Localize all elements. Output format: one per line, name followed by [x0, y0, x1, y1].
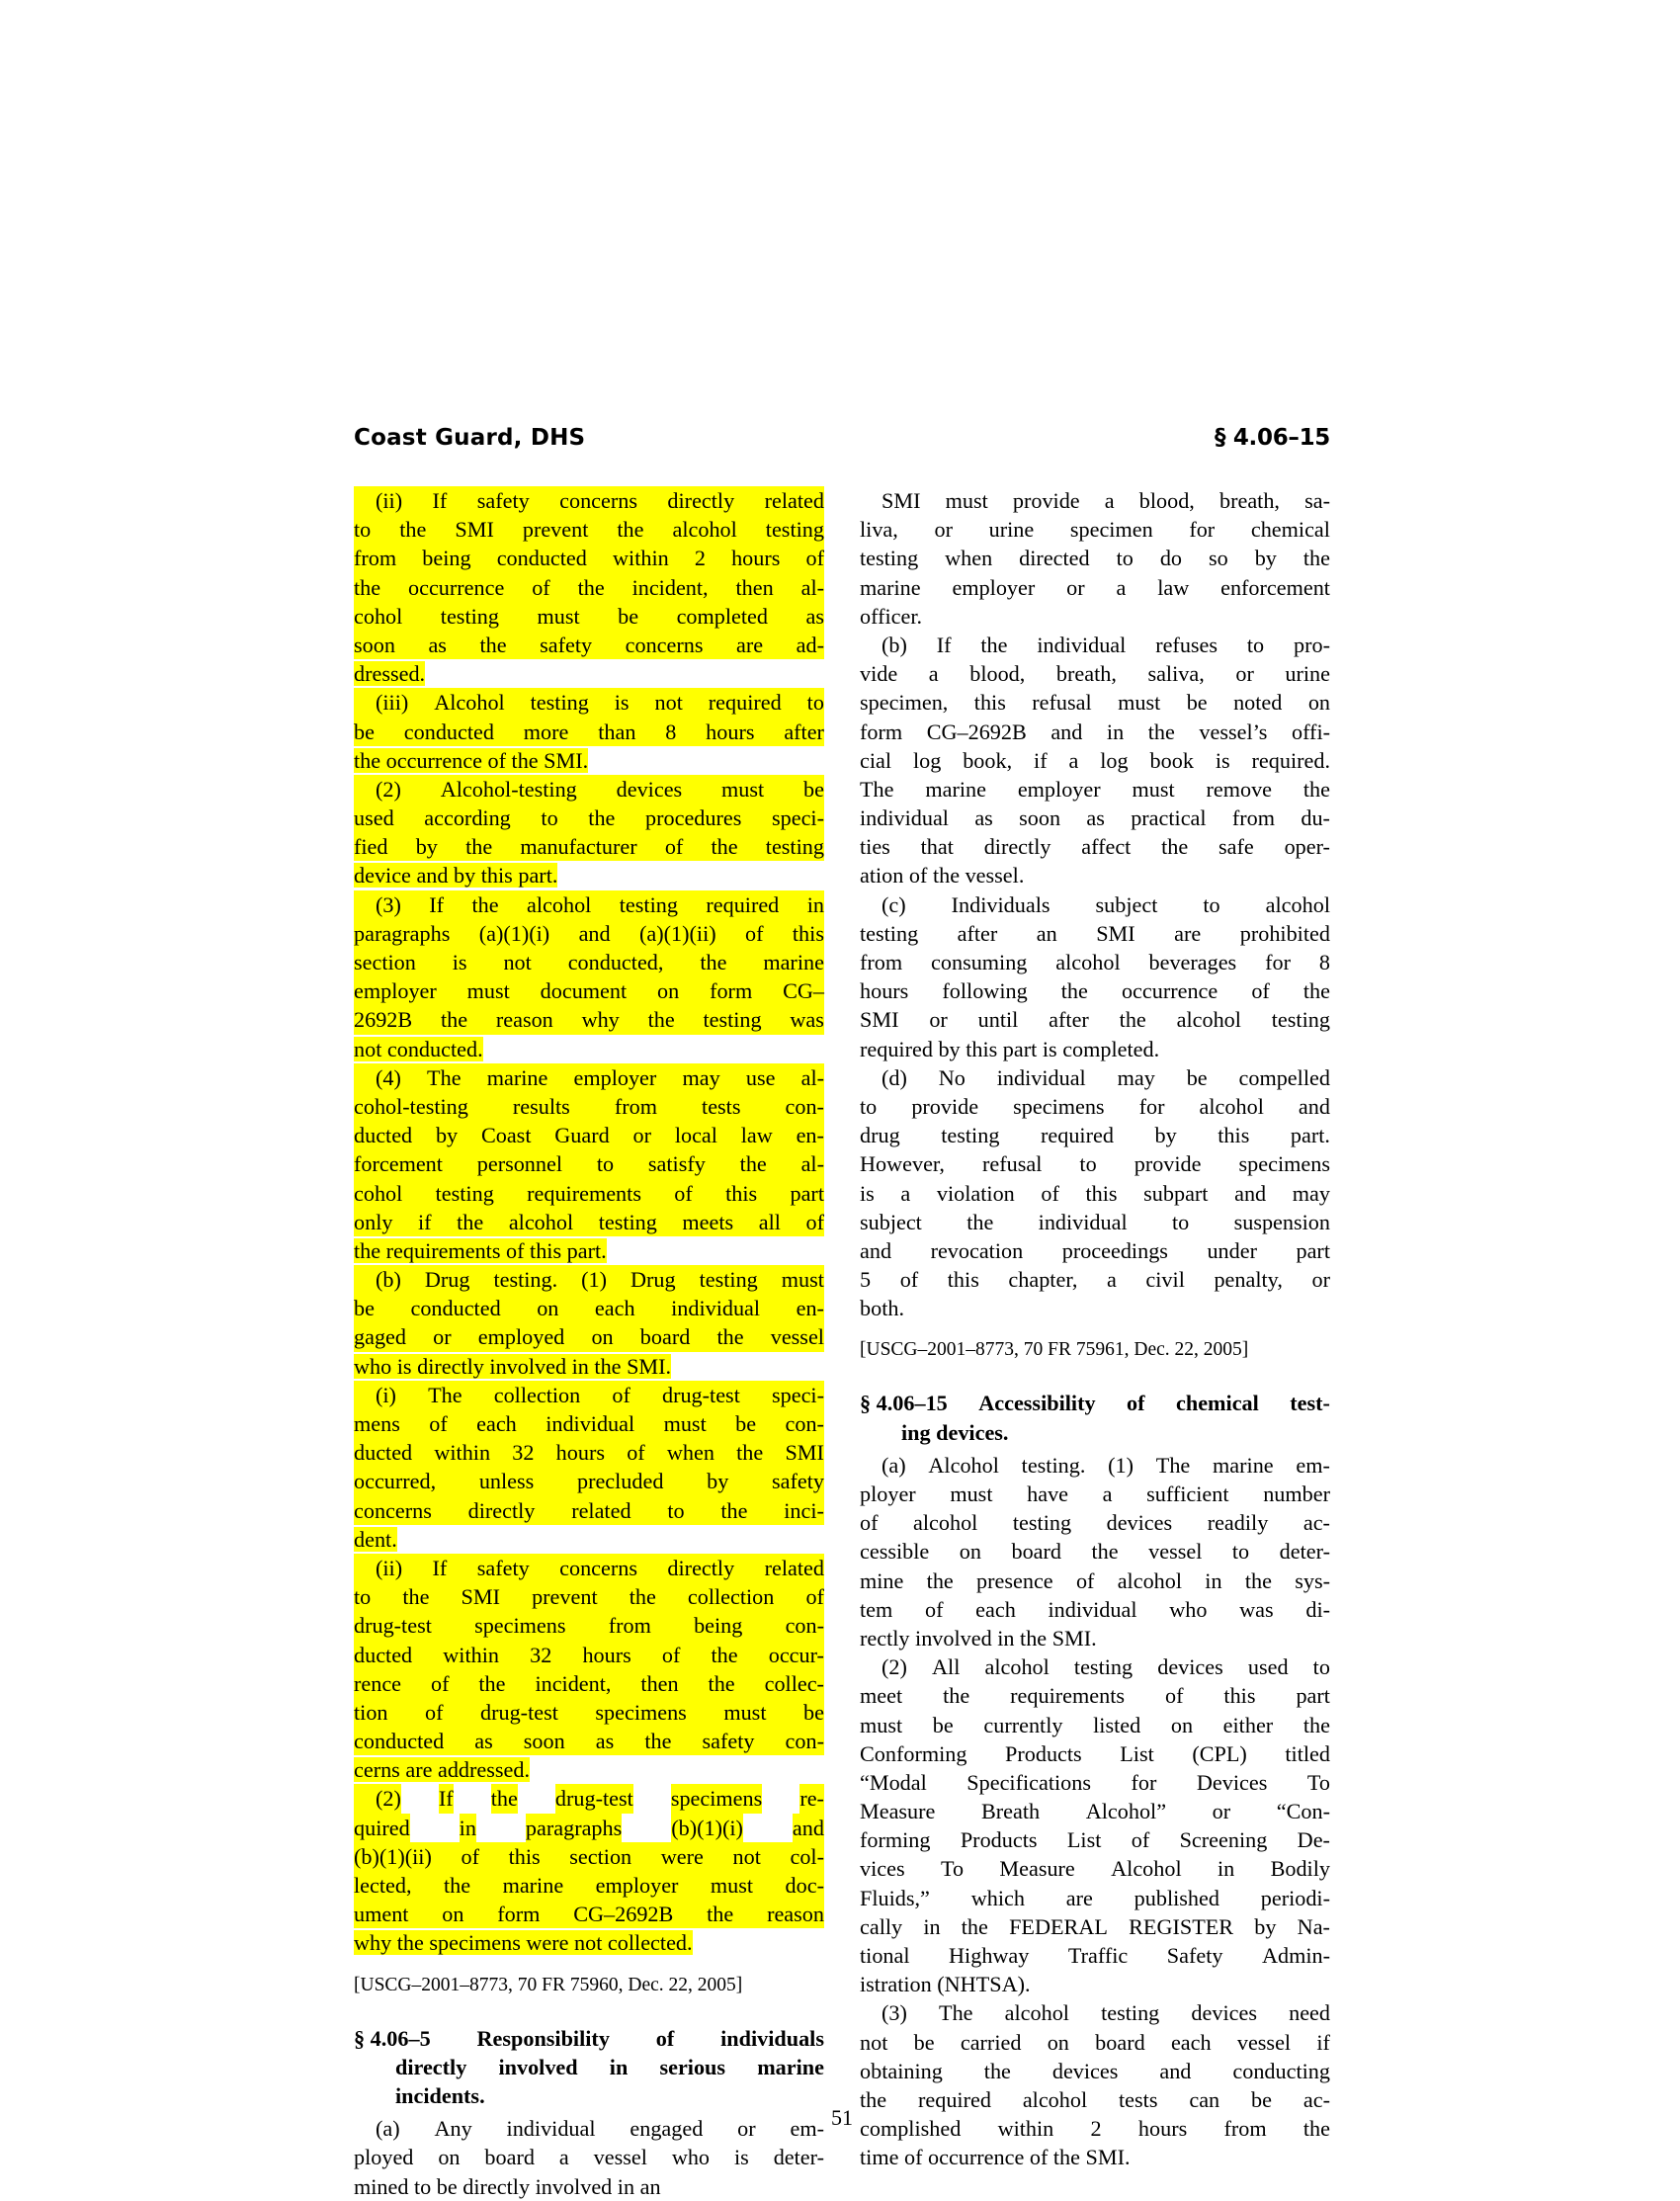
text-line: Conforming Products List (CPL) titled: [860, 1740, 1330, 1766]
text-line: the occurrence of the incident, then al-: [354, 573, 824, 602]
text-line: the requirements of this part.: [354, 1237, 607, 1263]
text-line: (a) Alcohol testing. (1) The marine em-: [882, 1452, 1330, 1478]
text-line: (2) All alcohol testing devices used to: [882, 1654, 1330, 1680]
paragraph: [860, 1063, 1330, 1323]
text-line: only if the alcohol testing meets all of: [354, 1208, 824, 1236]
text-line: who is directly involved in the SMI.: [354, 1353, 672, 1379]
text-line: (d) No individual may be compelled: [882, 1064, 1330, 1090]
text-line: SMI or until after the alcohol testing: [860, 1007, 1330, 1033]
paragraph: [860, 890, 1330, 1063]
text-line: (ii) If safety concerns directly related: [354, 486, 824, 515]
text-line: (iii) Alcohol testing is not required to: [354, 688, 824, 717]
text-line: tem of each individual who was di-: [860, 1596, 1330, 1622]
paragraph: [354, 1784, 824, 1957]
text-line: be conducted on each individual en-: [354, 1294, 824, 1322]
text-line: ployed on board a vessel who is deter-: [354, 2145, 824, 2170]
text-line: SMI must provide a blood, breath, sa-: [882, 488, 1330, 513]
section-number: § 4.06–5: [354, 2025, 431, 2051]
text-line: (c) Individuals subject to alcohol: [882, 891, 1330, 917]
text-line: time of occurrence of the SMI.: [860, 2145, 1131, 2170]
text-line: ployer must have a sufficient number: [860, 1481, 1330, 1507]
text-line: ducted within 32 hours of the occur-: [354, 1641, 824, 1669]
section-heading-line: § 4.06–15 Accessibility of chemical test-: [860, 1389, 1330, 1417]
section-heading: [354, 2024, 824, 2111]
paragraph: [860, 1451, 1330, 1652]
text-line: (b) Drug testing. (1) Drug testing must: [354, 1265, 824, 1294]
text-line: section is not conducted, the marine: [354, 948, 824, 976]
text-line: (ii) If safety concerns directly related: [354, 1554, 824, 1582]
text-line: (b)(1)(ii) of this section were not col-: [354, 1842, 824, 1871]
text-line: employer must document on form CG–: [354, 976, 824, 1005]
right-column: [860, 486, 1330, 2172]
text-line: form CG–2692B and in the vessel’s offi-: [860, 719, 1330, 744]
text-line: obtaining the devices and conducting: [860, 2058, 1330, 2083]
text-line: testing after an SMI are prohibited: [860, 920, 1330, 946]
text-line: istration (NHTSA).: [860, 1972, 1031, 1997]
running-head: [354, 425, 1330, 451]
text-line: paragraphs (a)(1)(i) and (a)(1)(ii) of this: [354, 919, 824, 948]
text-line: (b) If the individual refuses to pro-: [882, 632, 1330, 657]
text-line: tion of drug-test specimens must be: [354, 1698, 824, 1727]
text-line: specimen, this refusal must be noted on: [860, 690, 1330, 716]
text-line: (i) The collection of drug-test speci-: [354, 1381, 824, 1409]
text-line: Fluids,” which are published periodi-: [860, 1885, 1330, 1910]
text-line: cohol testing must be completed as: [354, 602, 824, 631]
paragraph: [860, 486, 1330, 631]
text-line: be conducted more than 8 hours after: [354, 718, 824, 746]
paragraph: [354, 775, 824, 890]
paragraph: [354, 486, 824, 688]
text-line: vices To Measure Alcohol in Bodily: [860, 1856, 1330, 1882]
section-heading-line: ing devices.: [901, 1419, 1009, 1445]
text-line: to the SMI prevent the alcohol testing: [354, 515, 824, 544]
paragraph: [860, 1652, 1330, 1998]
text-line: cohol-testing results from tests con-: [354, 1092, 824, 1121]
text-line: forcement personnel to satisfy the al-: [354, 1149, 824, 1178]
text-line: subject the individual to suspension: [860, 1209, 1330, 1234]
text-line: fied by the manufacturer of the testing: [354, 832, 824, 861]
text-line: and revocation proceedings under part: [860, 1237, 1330, 1263]
paragraph: [354, 1554, 824, 1785]
section-heading: [860, 1389, 1330, 1446]
text-line: is a violation of this subpart and may: [860, 1180, 1330, 1206]
text-line: mine the presence of alcohol in the sys-: [860, 1567, 1330, 1593]
text-line: not be carried on board each vessel if: [860, 2029, 1330, 2055]
page: [354, 425, 1330, 2199]
running-head-left: Coast Guard, DHS: [354, 425, 586, 451]
text-line: gaged or employed on board the vessel: [354, 1322, 824, 1351]
text-line: drug-test specimens from being con-: [354, 1611, 824, 1640]
text-line: required by this part is completed.: [860, 1036, 1160, 1061]
source-citation: [USCG–2001–8773, 70 FR 75960, Dec. 22, 2005]: [354, 1974, 743, 1995]
text-line: used according to the procedures speci-: [354, 804, 824, 832]
paragraph: [860, 1998, 1330, 2171]
section-heading-line: § 4.06–5 Responsibility of individuals: [354, 2024, 824, 2053]
text-line: concerns directly related to the inci-: [354, 1496, 824, 1525]
text-line: meet the requirements of this part: [860, 1683, 1330, 1709]
text-line: Measure Breath Alcohol” or “Con-: [860, 1799, 1330, 1824]
text-line: from consuming alcohol beverages for 8: [860, 950, 1330, 974]
text-line: device and by this part.: [354, 863, 558, 889]
text-line: vide a blood, breath, saliva, or urine: [860, 661, 1330, 687]
text-line: ducted by Coast Guard or local law en-: [354, 1121, 824, 1149]
paragraph: [354, 1381, 824, 1554]
paragraph: [354, 688, 824, 775]
text-line: officer.: [860, 603, 923, 629]
paragraph: [860, 631, 1330, 890]
text-line: to the SMI prevent the collection of: [354, 1582, 824, 1611]
section-heading-line: incidents.: [395, 2082, 485, 2108]
text-line: lected, the marine employer must doc-: [354, 1871, 824, 1900]
text-line: rence of the incident, then the collec-: [354, 1669, 824, 1698]
text-line: (2) Alcohol-testing devices must be: [354, 775, 824, 804]
text-line: quired in paragraphs (b)(1)(i) and: [354, 1814, 824, 1842]
text-line: the required alcohol tests can be ac-: [860, 2086, 1330, 2112]
text-line: ument on form CG–2692B the reason: [354, 1900, 824, 1928]
text-line: cohol testing requirements of this part: [354, 1179, 824, 1208]
text-line: from being conducted within 2 hours of: [354, 544, 824, 572]
text-line: (3) The alcohol testing devices need: [882, 2000, 1330, 2026]
text-line: conducted as soon as the safety con-: [354, 1727, 824, 1755]
text-line: both.: [860, 1296, 904, 1321]
text-line: tional Highway Traffic Safety Admin-: [860, 1943, 1330, 1969]
text-line: why the specimens were not collected.: [354, 1930, 693, 1956]
running-head-right: § 4.06–15: [1214, 425, 1330, 451]
text-line: 5 of this chapter, a civil penalty, or: [860, 1267, 1330, 1293]
text-line: complished within 2 hours from the: [860, 2116, 1330, 2142]
text-line: mens of each individual must be con-: [354, 1409, 824, 1438]
text-line: marine employer or a law enforcement: [860, 574, 1330, 600]
text-line: occurred, unless precluded by safety: [354, 1467, 824, 1495]
text-line: (2) If the drug-test specimens re-: [354, 1784, 824, 1813]
text-line: dressed.: [354, 661, 426, 687]
text-line: cerns are addressed.: [354, 1757, 531, 1783]
text-line: cally in the FEDERAL REGISTER by Na-: [860, 1913, 1330, 1939]
paragraph: [354, 1063, 824, 1265]
section-heading-line: directly involved in serious marine: [395, 2054, 824, 2079]
text-line: cial log book, if a log book is required.: [860, 747, 1330, 773]
text-line: ation of the vessel.: [860, 863, 1025, 889]
text-line: (3) If the alcohol testing required in: [354, 890, 824, 919]
text-line: “Modal Specifications for Devices To: [860, 1769, 1330, 1795]
section-number: § 4.06–15: [860, 1391, 948, 1416]
text-line: drug testing required by this part.: [860, 1123, 1330, 1148]
paragraph: [354, 890, 824, 1063]
text-line: must be currently listed on either the: [860, 1712, 1330, 1737]
text-line: ducted within 32 hours of when the SMI: [354, 1438, 824, 1467]
text-line: hours following the occurrence of the: [860, 978, 1330, 1004]
text-line: soon as the safety concerns are ad-: [354, 631, 824, 659]
paragraph: [354, 1265, 824, 1381]
text-line: rectly involved in the SMI.: [860, 1625, 1097, 1651]
text-line: individual as soon as practical from du-: [860, 805, 1330, 831]
page-number: 51: [831, 2105, 853, 2130]
text-line: forming Products List of Screening De-: [860, 1827, 1330, 1853]
text-line: dent.: [354, 1526, 397, 1552]
left-column: [354, 486, 824, 2201]
text-line: The marine employer must remove the: [860, 776, 1330, 802]
text-line: 2692B the reason why the testing was: [354, 1005, 824, 1034]
two-column-body: [354, 486, 1330, 2201]
text-line: However, refusal to provide specimens: [860, 1151, 1330, 1177]
source-citation: [USCG–2001–8773, 70 FR 75961, Dec. 22, 2005]: [860, 1339, 1249, 1361]
text-line: liva, or urine specimen for chemical: [860, 517, 1330, 543]
text-line: not conducted.: [354, 1036, 483, 1061]
text-line: mined to be directly involved in an: [354, 2173, 661, 2199]
text-line: of alcohol testing devices readily ac-: [860, 1510, 1330, 1536]
text-line: (a) Any individual engaged or em-: [376, 2116, 824, 2142]
text-line: cessible on board the vessel to deter-: [860, 1539, 1330, 1565]
text-line: (4) The marine employer may use al-: [354, 1063, 824, 1092]
text-line: ties that directly affect the safe oper-: [860, 834, 1330, 860]
text-line: testing when directed to do so by the: [860, 546, 1330, 571]
text-line: to provide specimens for alcohol and: [860, 1093, 1330, 1119]
text-line: the occurrence of the SMI.: [354, 747, 589, 773]
